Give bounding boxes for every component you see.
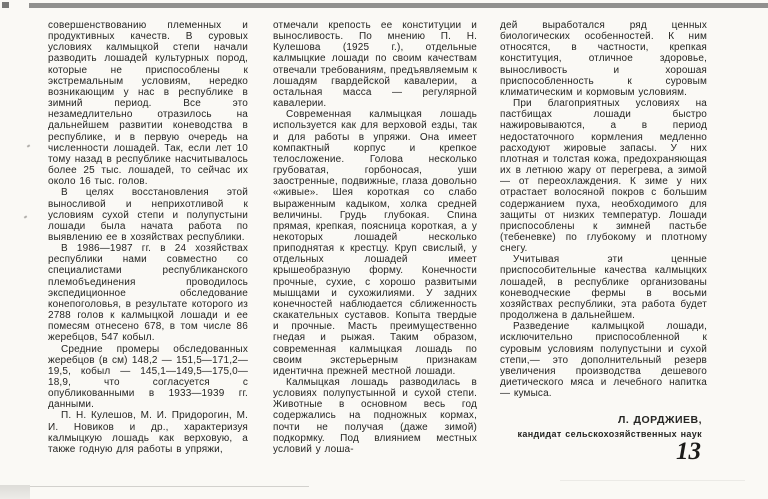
paragraph: П. Н. Кулешов, М. И. Придорогин, М. И. Новиков и др., характеризуя калмыцкую лошадь как верховую, а также годную для работы в упряжи, [48,410,248,455]
author-name: Л. ДОРДЖИЕВ, [617,414,702,427]
scan-corner-shade [0,485,30,499]
text-column-1 [48,20,248,455]
scan-speck [27,144,31,147]
paragraph: Разведение калмыцкой лошади, исключительно приспособленной к суровым условиям полупустыни и сухой степи,— это дополнительный резерв увеличения производства дешевого диетического мяса и лечебного напитка — кумыса. [500,321,707,400]
paragraph: В целях восстановления этой выносливой и неприхотливой к условиям сухой степи и полупустыни лошади была начата работа по выявлению ее в хозяйствах республики. [48,187,248,243]
scan-artifact-line-faint [560,480,745,481]
paragraph: Современная калмыцкая лошадь используется как для верховой езды, так и для работы в упряжи. Она имеет компактный корпус и крепкое телосложение. Голова несколько грубоватая, горбоносая, уши заостренные, подвижные, глаза довольно «живые». Шея короткая со слабо выраженным кадыком, холка средней величины. Грудь глубокая. Спина прямая, крепкая, поясница короткая, а у некоторых лошадей несколько приподнятая к крестцу. Круп свислый, у отдельных лошадей имеет крышеобразную форму. Конечности прочные, сухие, с хорошо развитыми мышцами и сухожилиями. У задних конечностей наблюдается сближенность скакательных суставов. Копыта твердые и прочные. Масть преимущественно гнедая и рыжая. Таким образом, современная калмыцкая лошадь по своим экстерьерным признакам идентична прежней местной лошади. [273,109,477,377]
paragraph: При благоприятных условиях на пастбищах лошади быстро нажировываются, а в период недостаточного кормления медленно расходуют жировые запасы. У них плотная и толстая кожа, предохраняющая их в летнюю жару от перегрева, а зимой — от переохлаждения. К зиме у них отрастает волосяной покров с большим содержанием пуха, необходимого для защиты от низких температур. Лошади приспособлены к зимней пастьбе (тебеневке) по глубокому и плотному снегу. [500,98,707,255]
author-title: кандидат сельскохозяйственных наук [517,429,702,440]
paragraph: отмечали крепость ее конституции и выносливость. По мнению П. Н. Кулешова (1925 г.), отдельные калмыцкие лошади по своим качествам отвечали требованиям, предъявляемым к лошадям гвардейской кавалерии, а остальная масса — регулярной кавалерии. [273,20,477,110]
paragraph: Средние промеры обследованных жеребцов (в см) 148,2 — 151,5—171,2— 19,5, кобыл — 145,1—149,5—175,0— 18,9, что согласуется с опубликованными в 1933—1939 гг. данными. [48,343,248,411]
text-column-2 [273,20,477,455]
scan-speck [24,215,28,218]
scan-artifact-line [4,486,309,487]
paragraph: Учитывая эти ценные приспособительные качества калмыцких лошадей, в республике организованы коневодческие фермы в восьми хозяйствах республики, эта работа будет продолжена в дальнейшем. [500,254,707,322]
scan-edge-mark [2,2,9,8]
text-column-3 [500,20,707,441]
paragraph: В 1986—1987 гг. в 24 хозяйствах республики нами совместно со специалистами республиканского племобъединения проводилось экспедиционное обследование конепоголовья, в результате которого из 2788 голов к калмыцкой лошади и ее помесям отнесено 678, в том числе 86 жеребцов, 547 кобыл. [48,243,248,344]
paragraph: совершенствованию племенных и продуктивных качеств. В суровых условиях калмыцкой степи начали разводить лошадей культурных пород, которые не приспособлены к экстремальным условиям, нередко возникающим у нас в республике в зимний период. Все это незамедлительно отразилось на дальнейшем развитии коневодства в республике, и в первую очередь на численности лошадей. Так, если лет 10 тому назад в республике насчитывалось более 25 тыс. лошадей, то сейчас их около 16 тыс. голов. [48,20,248,188]
author-signature [500,415,707,440]
paragraph: дей выработался ряд ценных биологических особенностей. К ним относятся, в частности, крепкая конституция, отличное здоровье, выносливость и хорошая приспособленность к суровым климатическим и кормовым условиям. [500,20,707,98]
page-number: 13 [676,438,701,465]
paragraph: Калмыцкая лошадь разводилась в условиях полупустынной и сухой степи. Животные в основном весь год содержались на подножных кормах, почти не получая (даже зимой) подкормку. Под влиянием местных условий у лоша- [273,377,477,455]
scan-top-edge-strip [29,3,768,8]
